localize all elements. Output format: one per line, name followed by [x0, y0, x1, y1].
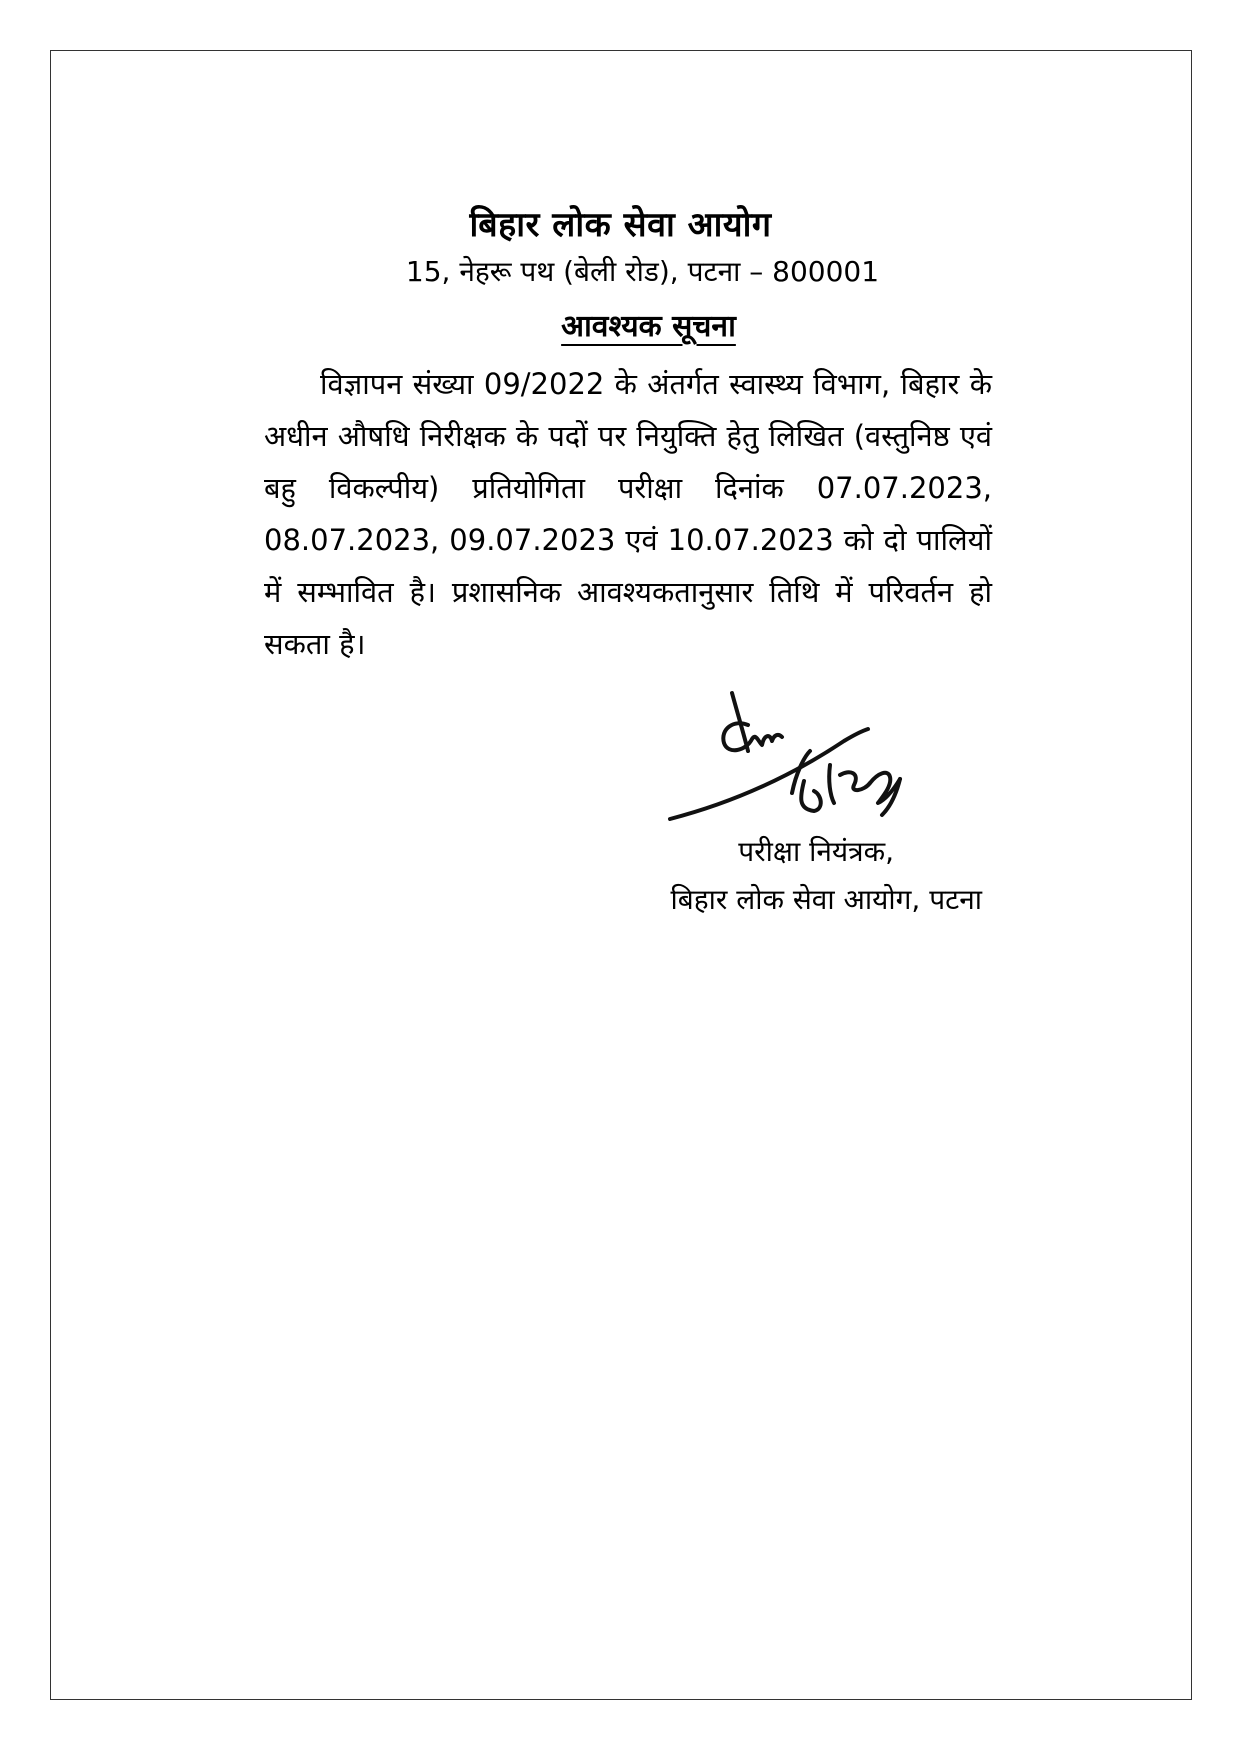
- page-border: [50, 50, 1192, 1700]
- organization-address: 15, नेहरू पथ (बेली रोड), पटना – 800001: [405, 255, 880, 288]
- notice-title: आवश्यक सूचना: [561, 309, 736, 344]
- notice-body: विज्ञापन संख्या 09/2022 के अंतर्गत स्वास्थ्य विभाग, बिहार के अधीन औषधि निरीक्षक के पदों पर नियुक्ति हेतु लिखित (वस्तुनिष्ठ एवं बहु विकल्पीय) प्रतियोगिता परीक्षा दिनांक 07.07.2023, 08.07.2023, 09.07.2023 एवं 10.07.2023 को दो पालियों में सम्भावित है। प्रशासनिक आवश्यकतानुसार तिथि में परिवर्तन हो सकता है।: [264, 367, 992, 661]
- handwritten-signature: [664, 685, 944, 845]
- signatory-designation: परीक्षा नियंत्रक,: [738, 835, 894, 868]
- organization-name: बिहार लोक सेवा आयोग: [469, 205, 772, 245]
- signatory-office: बिहार लोक सेवा आयोग, पटना: [670, 883, 982, 916]
